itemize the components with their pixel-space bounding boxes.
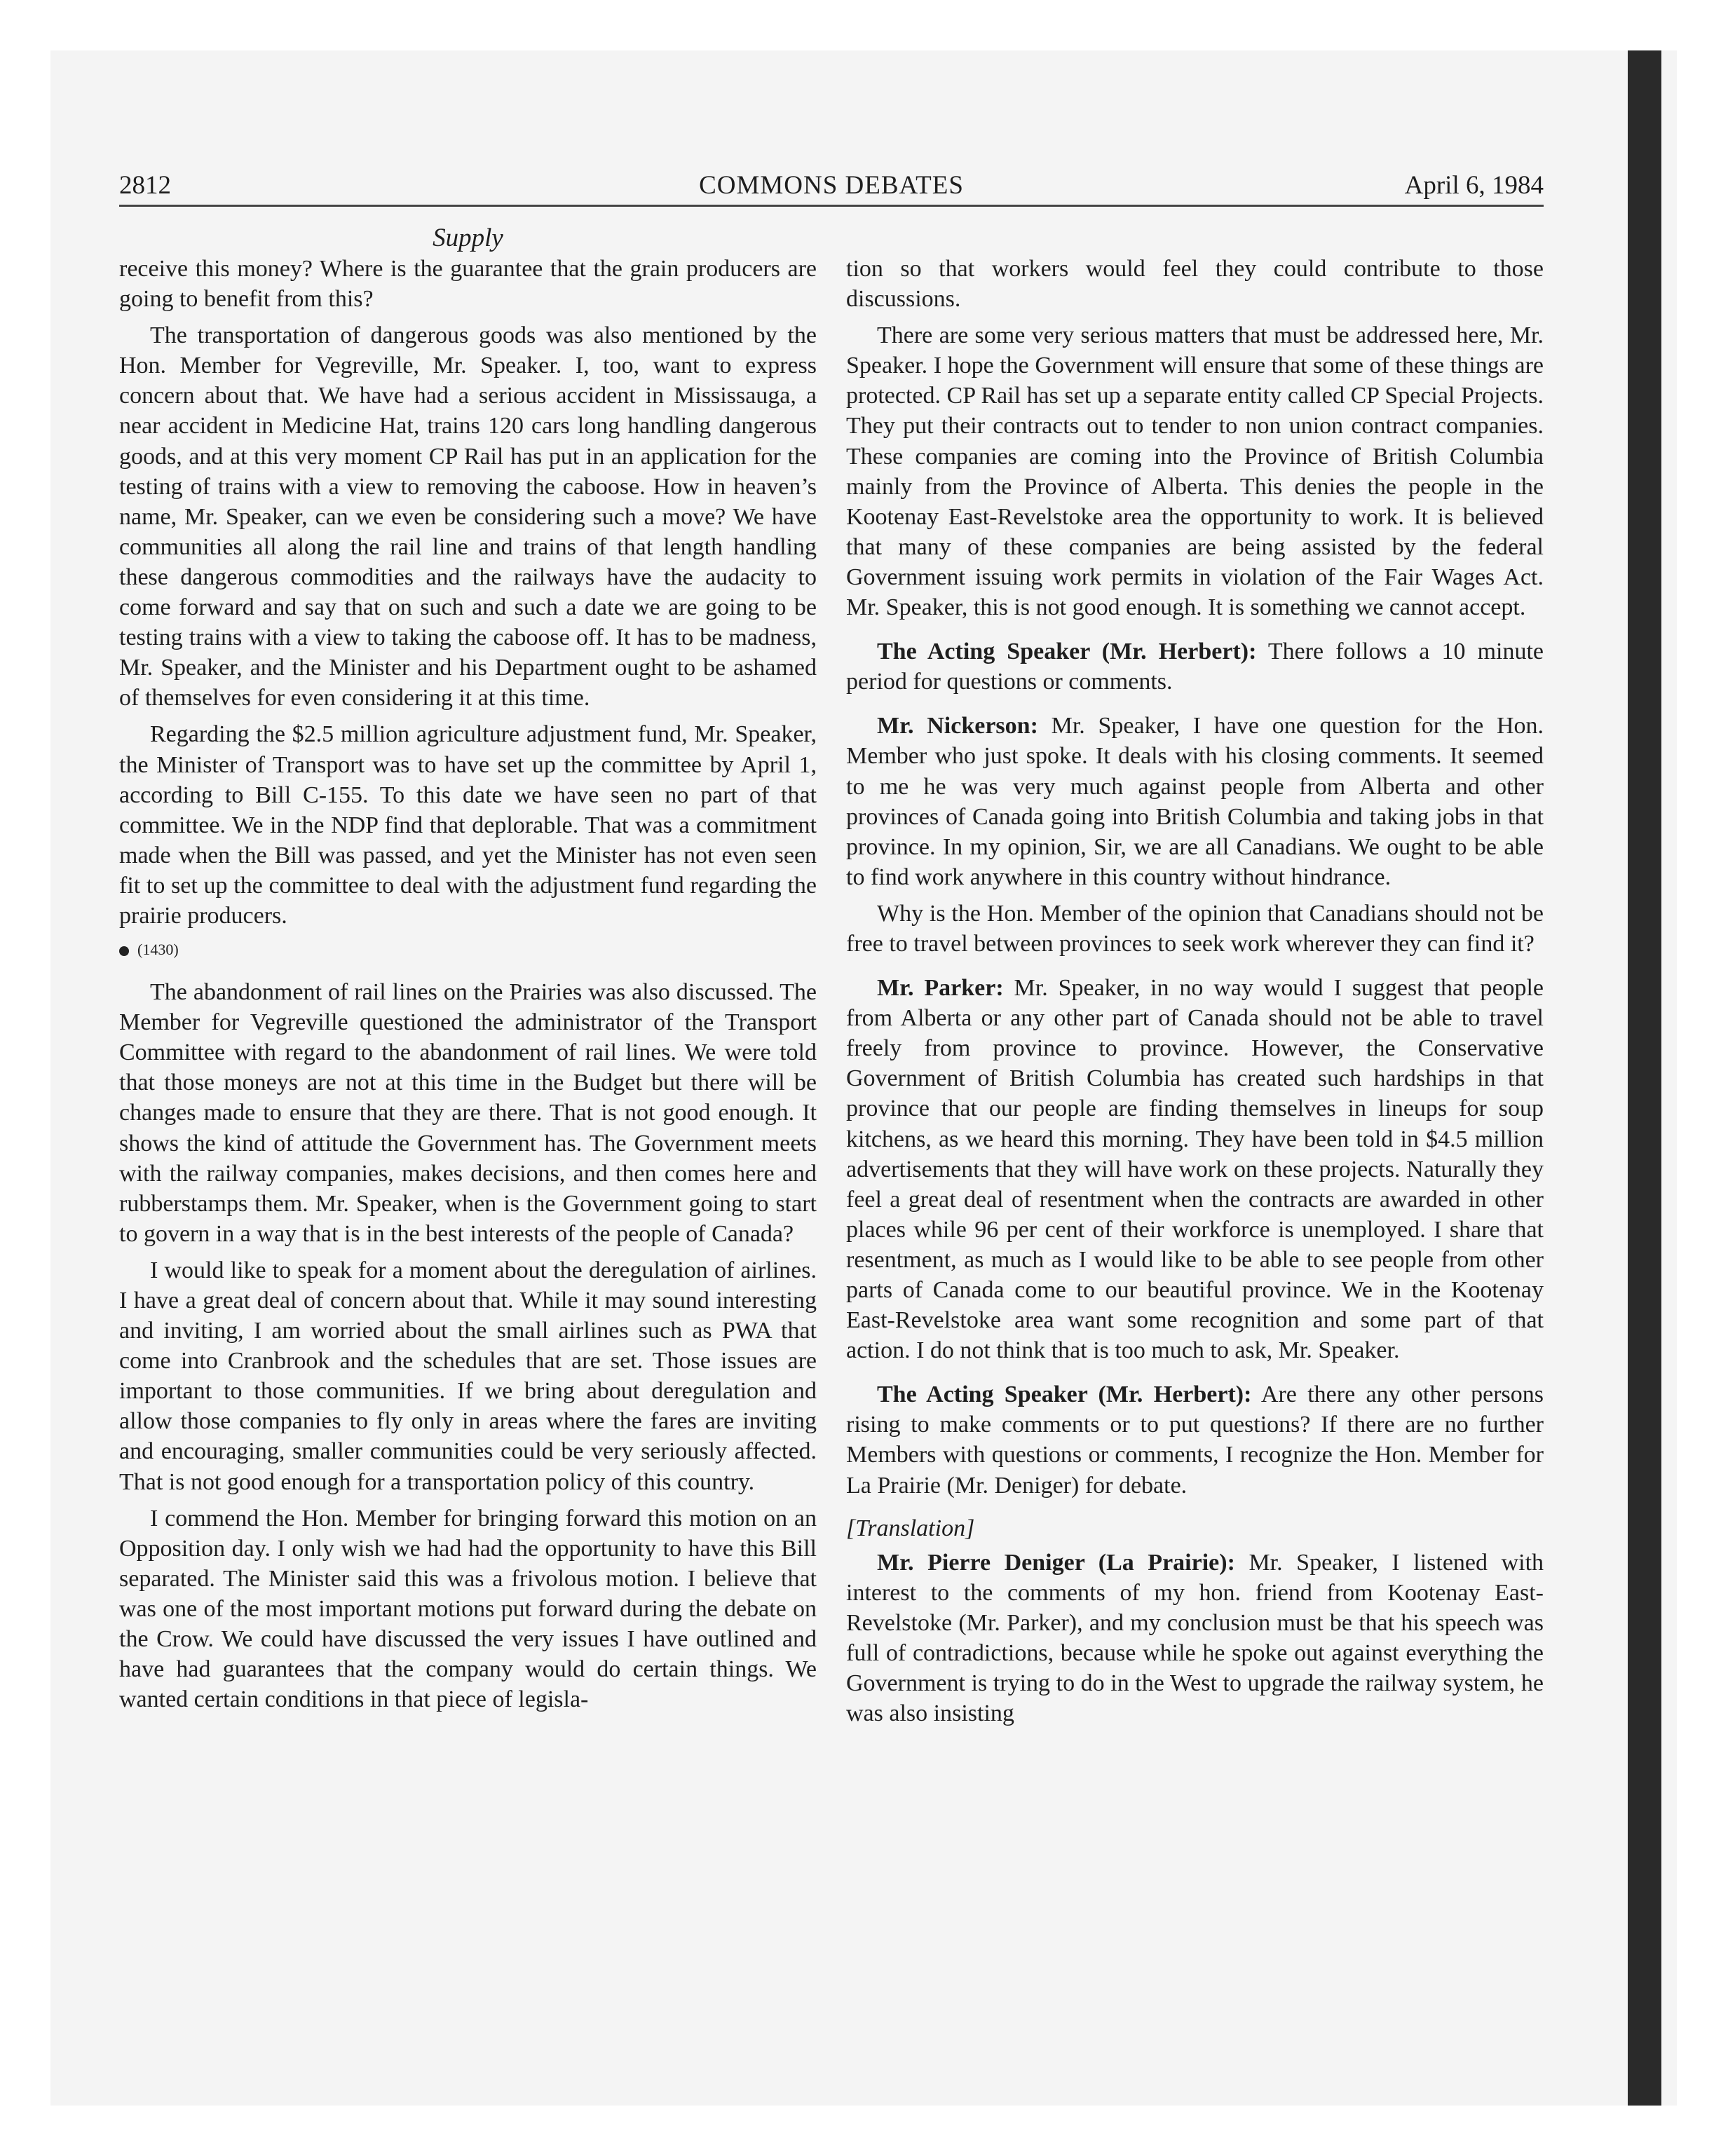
paragraph: tion so that workers would feel they could contribute to those discussions.	[846, 256, 1544, 313]
speaker-name: The Acting Speaker (Mr. Herbert):	[877, 1381, 1252, 1408]
time-marker-label: (1430)	[137, 941, 179, 959]
speech-text: Mr. Speaker, I listened with interest to the comments of my hon. friend from Kootenay East-Revelstoke (Mr. Parker), and my conclusion must be that his speech was full of contradictions, because while he spoke out against everything the Government is trying to do in the West to upgrade the railway system, he was also insisting	[846, 1549, 1544, 1727]
speech	[846, 636, 1544, 697]
speech-text: There follows a 10 minute period for questions or comments.	[846, 639, 1544, 695]
speech-text: Are there any other persons rising to make comments or to put questions? If there are no further Members with questions or comments, I recognize the Hon. Member for La Prairie (Mr. Deniger) for debate.	[846, 1381, 1544, 1499]
paragraph: There are some very serious matters that must be addressed here, Mr. Speaker. I hope the Government will ensure that some of these things are protected. CP Rail has set up a separate entity called CP Special Projects. They put their contracts out to tender to non union contract companies. These companies are coming into the Province of British Columbia mainly from the Province of Alberta. This denies the people in the Kootenay East-Revelstoke area the opportunity to work. It is believed that many of these companies are being assisted by the federal Government issuing work permits in violation of the Fair Wages Act. Mr. Speaker, this is not good enough. It is something we cannot accept.	[846, 322, 1544, 621]
speaker-name: Mr. Nickerson:	[877, 713, 1038, 739]
paragraph: receive this money? Where is the guarantee that the grain producers are going to benefit from this?	[119, 256, 817, 313]
speech-text: Mr. Speaker, I have one question for the Hon. Member who just spoke. It deals with his closing comments. It seemed to me he was very much against people from Alberta and other provinces of Canada going into British Columbia and taking jobs in that province. In my opinion, Sir, we are all Canadians. We ought to be able to find work anywhere in this country without hindrance.	[846, 713, 1544, 890]
speech	[846, 1548, 1544, 1729]
issue-date: April 6, 1984	[1404, 171, 1544, 200]
speaker-name: Mr. Parker:	[877, 975, 1004, 1002]
running-header	[119, 167, 1544, 207]
speech	[846, 711, 1544, 892]
publication-title: COMMONS DEBATES	[699, 171, 964, 200]
left-column	[119, 254, 817, 2104]
page-number: 2812	[119, 171, 171, 200]
speech	[846, 1379, 1544, 1500]
translation-tag: [Translation]	[846, 1515, 975, 1541]
paragraph: The transportation of dangerous goods was also mentioned by the Hon. Member for Vegreville, Mr. Speaker. I, too, want to express concern about that. We have had a serious accident in Mississauga, a near accident in Medicine Hat, trains 120 cars long handling dangerous goods, and at this very moment CP Rail has put in an application for the testing of trains with a view to removing the caboose. How in heaven’s name, Mr. Speaker, can we even be considering such a move? We have communities all along the rail line and trains of that length handling these dangerous commodities and the railways have the audacity to come forward and say that on such and such a date we are going to be testing trains with a view to taking the caboose off. It has to be madness, Mr. Speaker, and the Minister and his Department ought to be ashamed of themselves for even considering it at this time.	[119, 322, 817, 711]
paragraph: I commend the Hon. Member for bringing forward this motion on an Opposition day. I only wish we had had the opportunity to have this Bill separated. The Minister said this was a frivolous motion. I believe that was one of the most important motions put forward during the debate on the Crow. We could have discussed the very issues I have outlined and have had guarantees that the company would do certain things. We wanted certain conditions in that piece of legisla-	[119, 1505, 817, 1713]
paragraph: Regarding the $2.5 million agriculture adjustment fund, Mr. Speaker, the Minister of Transport was to have set up the committee by April 1, according to Bill C-155. To this date we have seen no part of that committee. We in the NDP find that deplorable. That was a commitment made when the Bill was passed, and yet the Minister has not even seen fit to set up the committee to deal with the adjustment fund regarding the prairie producers.	[119, 721, 817, 929]
paragraph: The abandonment of rail lines on the Prairies was also discussed. The Member for Vegreville questioned the administrator of the Transport Committee with regard to the abandonment of rail lines. We were told that those moneys are not at this time in the Budget but there will be changes made to ensure that they are there. That is not good enough. It shows the kind of attitude the Government has. The Government meets with the railway companies, makes decisions, and then comes here and rubberstamps them. Mr. Speaker, when is the Government going to start to govern in a way that is in the best interests of the people of Canada?	[119, 979, 817, 1247]
paragraph: Why is the Hon. Member of the opinion that Canadians should not be free to travel between provinces to seek work wherever they can find it?	[846, 900, 1544, 957]
paragraph: I would like to speak for a moment about the deregulation of airlines. I have a great deal of concern about that. While it may sound interesting and inviting, I am worried about the small airlines such as PWA that come into Cranbrook and the schedules that are set. Those issues are important to those communities. If we bring about deregulation and allow those companies to fly only in areas where the fares are inviting and encouraging, smaller communities could be very seriously affected. That is not good enough for a transportation policy of this country.	[119, 1257, 817, 1495]
speaker-name: Mr. Pierre Deniger (La Prairie):	[877, 1549, 1235, 1576]
section-label: Supply	[433, 224, 503, 252]
bullet-icon	[119, 946, 129, 956]
speaker-name: The Acting Speaker (Mr. Herbert):	[877, 639, 1257, 665]
speech-text: Mr. Speaker, in no way would I suggest that people from Alberta or any other part of Canada should not be able to travel freely from province to province. However, the Conservative Government of British Columbia has created such hardships in that province that our people are finding themselves in lineups for soup kitchens, as we heard this morning. They have been told in $4.5 million advertisements that they will have work on these projects. Naturally they feel a great deal of resentment when the contracts are awarded in other places while 96 per cent of their workforce is unemployed. I share that resentment, as much as I would like to be able to see people from other parts of Canada come to our beautiful province. We in the Kootenay East-Revelstoke area want some recognition and some part of that action. I do not think that is too much to ask, Mr. Speaker.	[846, 975, 1544, 1364]
right-column	[846, 254, 1544, 2104]
time-marker	[119, 939, 817, 960]
speech	[846, 973, 1544, 1365]
binding-edge	[1628, 50, 1661, 2106]
